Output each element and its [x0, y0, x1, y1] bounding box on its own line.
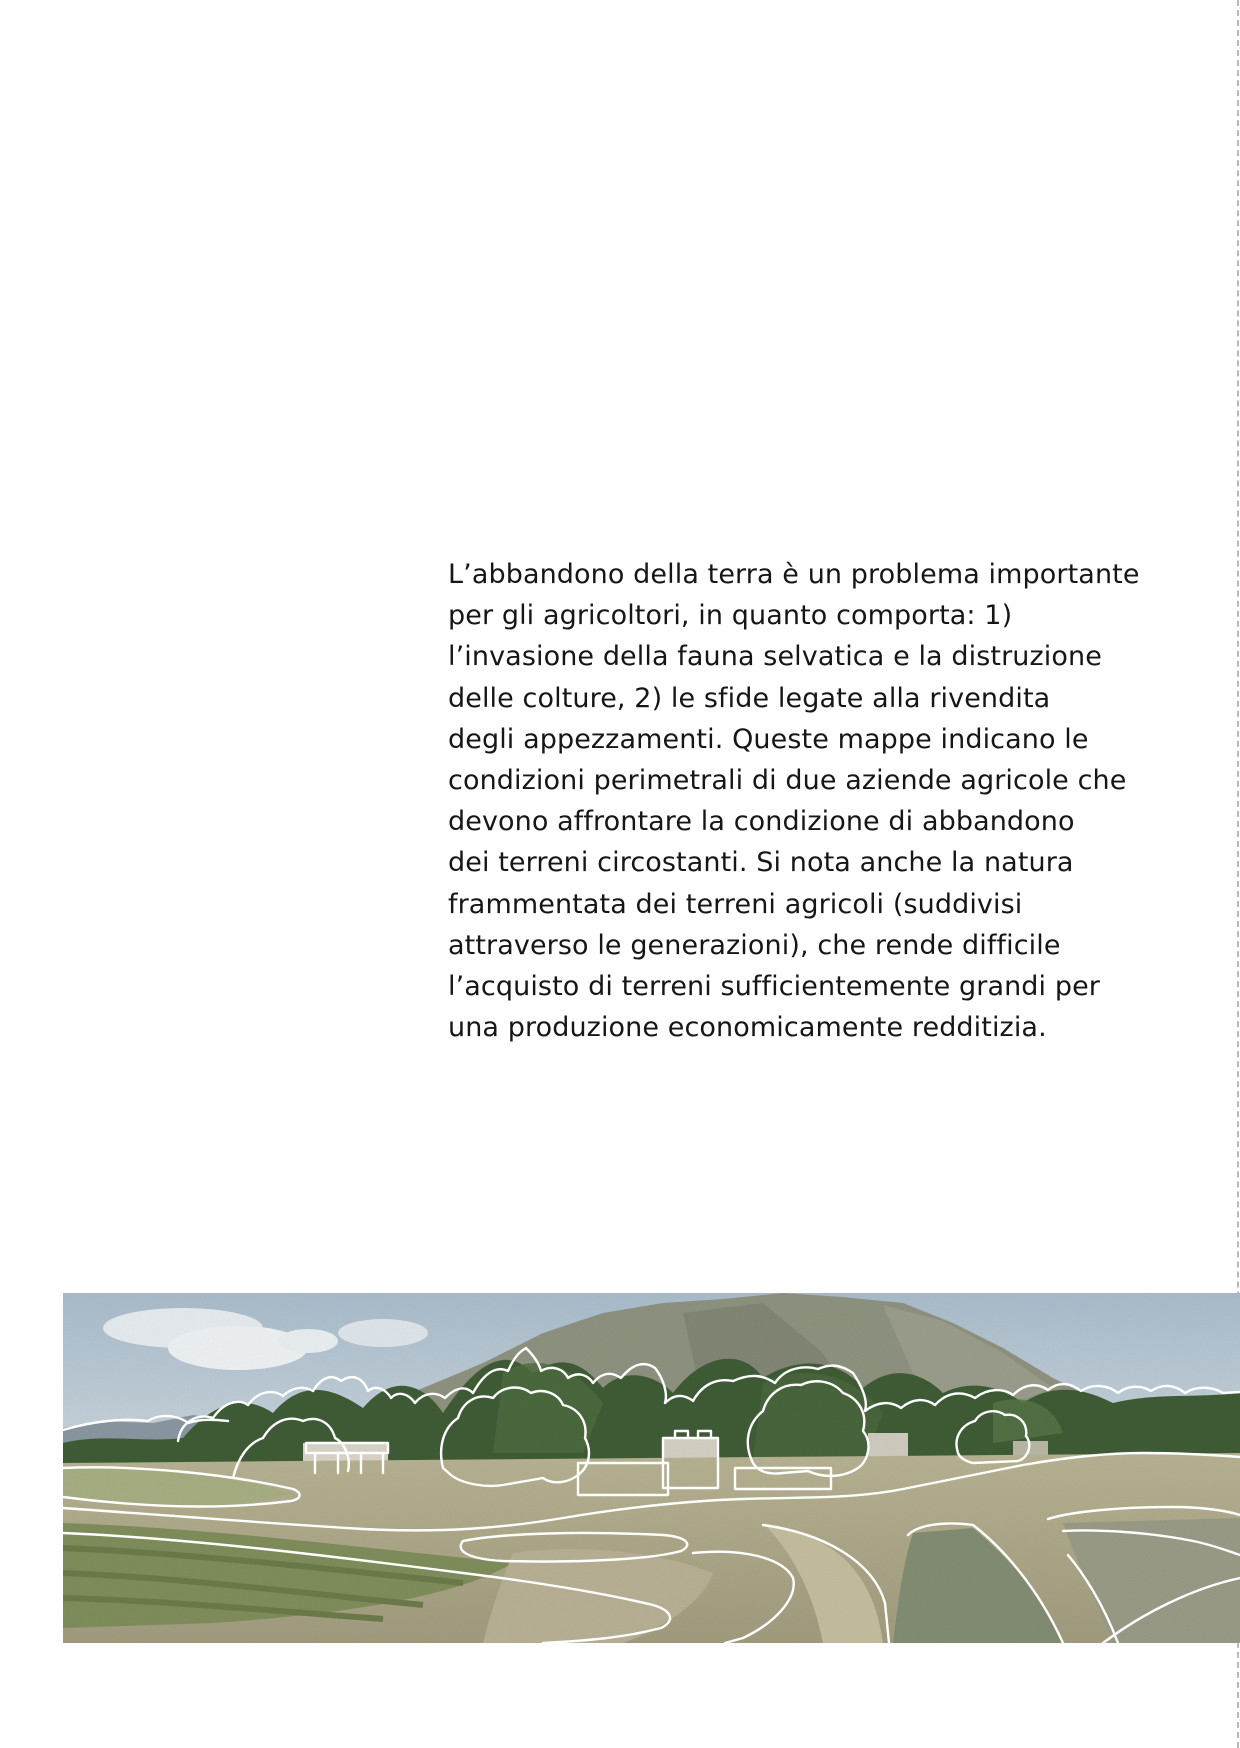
cloud	[278, 1329, 338, 1353]
paragraph-line: degli appezzamenti. Queste mappe indicano le	[448, 723, 1089, 755]
paragraph-line: l’invasione della fauna selvatica e la distruzione	[448, 641, 1102, 673]
panorama-illustration	[63, 1293, 1240, 1643]
paragraph-line: L’abbandono della terra è un problema importante	[448, 559, 1140, 590]
paragraph-line: condizioni perimetrali di due aziende agricole che	[448, 765, 1127, 797]
paragraph-line: frammentata dei terreni agricoli (suddivisi	[448, 888, 1023, 920]
paragraph-line: attraverso le generazioni), che rende difficile	[448, 929, 1061, 961]
paragraph-line: devono affrontare la condizione di abbandono	[448, 806, 1075, 838]
photo-layer	[63, 1293, 1240, 1643]
landscape-panorama-photo	[63, 1293, 1240, 1643]
cloud	[338, 1319, 428, 1347]
paragraph-line: l’acquisto di terreni sufficientemente grandi per	[448, 971, 1100, 1003]
paragraph-line: per gli agricoltori, in quanto comporta: 1)	[448, 600, 1013, 632]
paragraph-line: una produzione economicamente redditizia.	[448, 1012, 1047, 1044]
body-paragraph	[448, 554, 1190, 1048]
paragraph-line: delle colture, 2) le sfide legate alla rivendita	[448, 682, 1051, 714]
paragraph-line: dei terreni circostanti. Si nota anche la natura	[448, 847, 1074, 879]
